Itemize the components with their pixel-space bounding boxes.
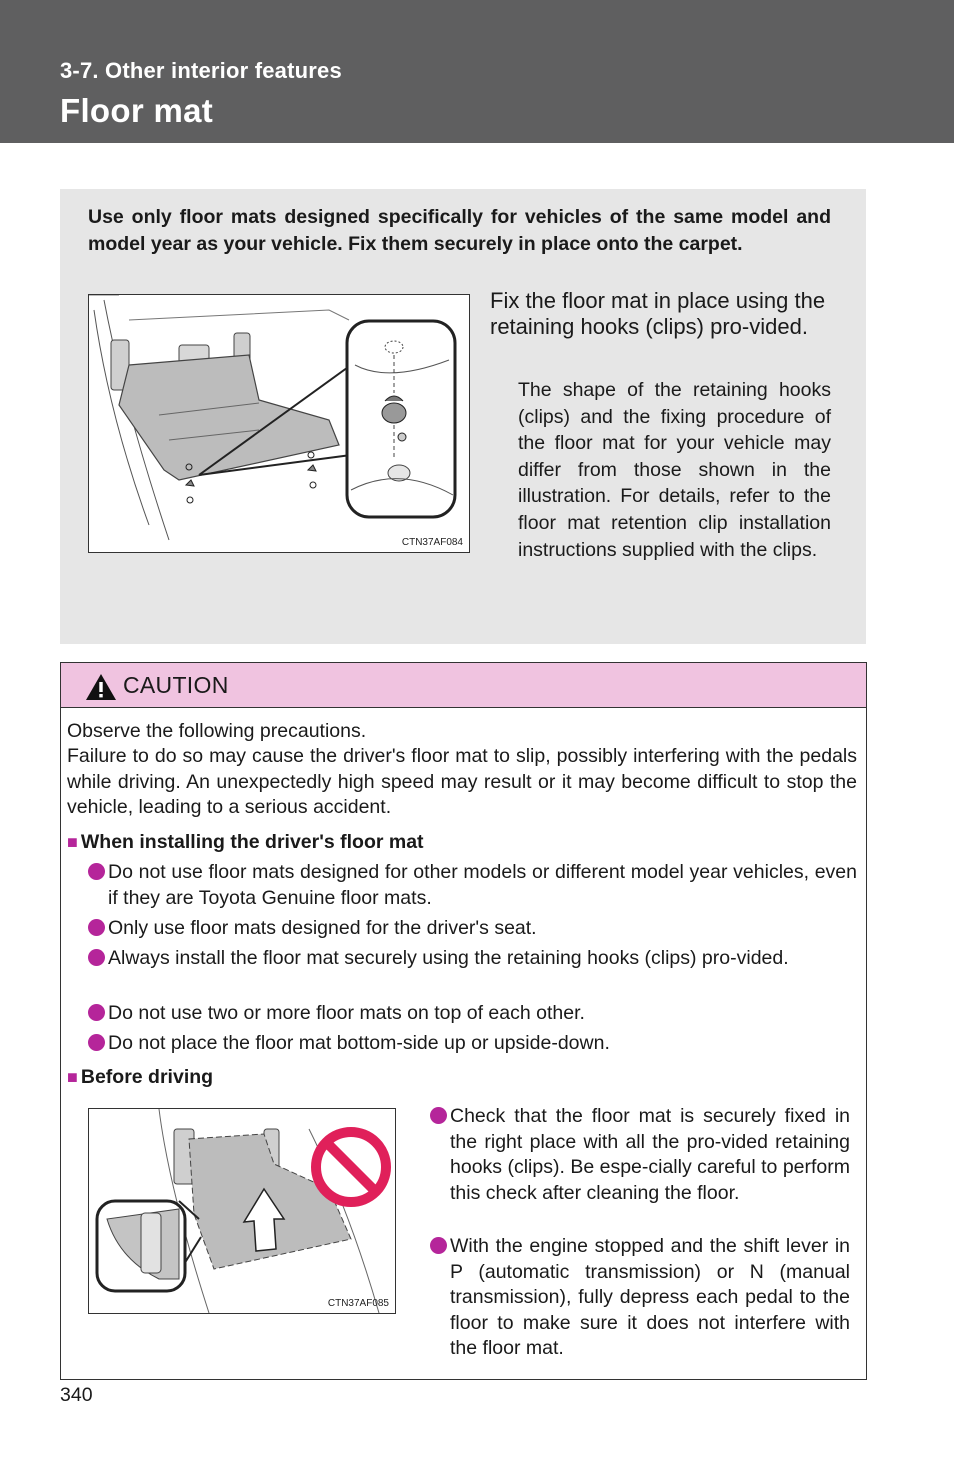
list-item-text: Do not use two or more floor mats on top of each other. bbox=[108, 1002, 585, 1024]
bullet-icon bbox=[88, 863, 105, 880]
fix-instruction: Fix the floor mat in place using the retaining hooks (clips) pro-vided. bbox=[490, 288, 826, 339]
section-heading-before-driving bbox=[67, 1066, 213, 1089]
list-item-text: Only use floor mats designed for the driver's seat. bbox=[108, 917, 537, 939]
floor-mat-hook-illustration bbox=[88, 294, 470, 553]
list-item bbox=[88, 946, 857, 972]
list-item bbox=[88, 860, 857, 911]
caution-box bbox=[60, 662, 867, 1380]
section-heading-installing bbox=[67, 831, 424, 854]
section-heading-text: When installing the driver's floor mat bbox=[80, 831, 424, 853]
caution-header bbox=[61, 663, 866, 708]
intro-warning-text: Use only floor mats designed specifically for vehicles of the same model and model year as your vehicle. Fix them securely in place onto the carpet. bbox=[88, 206, 831, 255]
bullet-icon bbox=[88, 1034, 105, 1051]
figure-code: CTN37AF084 bbox=[401, 537, 463, 548]
floor-mat-illustration-svg bbox=[89, 295, 469, 552]
warning-triangle-icon bbox=[85, 673, 117, 701]
bullet-icon bbox=[430, 1107, 447, 1124]
list-item bbox=[88, 916, 857, 942]
caution-intro-line1: Observe the following precautions. bbox=[67, 720, 367, 742]
list-item-text: Always install the floor mat securely using the retaining hooks (clips) pro-vided. bbox=[108, 947, 789, 969]
floor-mat-prohibited-illustration bbox=[88, 1108, 396, 1314]
bullet-icon bbox=[430, 1237, 447, 1254]
bullet-icon bbox=[88, 949, 105, 966]
list-item-text: Check that the floor mat is securely fixed in the right place with all the pro-vided retaining hooks (clips). Be espe-cially careful to perform this check after cleaning the floor. bbox=[450, 1105, 850, 1204]
list-item bbox=[430, 1104, 850, 1206]
page-header bbox=[0, 0, 954, 143]
info-box bbox=[60, 189, 866, 644]
square-marker-icon: ■ bbox=[67, 832, 78, 852]
bullet-icon bbox=[88, 1004, 105, 1021]
page-title: Floor mat bbox=[60, 92, 214, 129]
list-item-text: Do not use floor mats designed for other models or different model year vehicles, even if they are Toyota Genuine floor mats. bbox=[108, 861, 857, 909]
figure-code: CTN37AF085 bbox=[327, 1298, 389, 1309]
list-item-text: Do not place the floor mat bottom-side up or upside-down. bbox=[108, 1032, 610, 1054]
bullet-icon bbox=[88, 919, 105, 936]
floor-mat-check-illustration-svg bbox=[89, 1109, 395, 1313]
caution-title: CAUTION bbox=[123, 672, 229, 698]
page-number: 340 bbox=[60, 1384, 93, 1406]
list-item bbox=[88, 1001, 857, 1027]
square-marker-icon: ■ bbox=[67, 1067, 78, 1087]
caution-intro-line2: Failure to do so may cause the driver's floor mat to slip, possibly interfering with the pedals while driving. An unexpectedly high speed may result or it may become difficult to stop the vehicle, leading to a serious accident. bbox=[67, 745, 857, 818]
list-item-text: With the engine stopped and the shift lever in P (automatic transmission) or N (manual transmission), fully depress each pedal to the floor to make sure it does not interfere with the floor mat. bbox=[450, 1235, 850, 1359]
list-item bbox=[88, 1031, 857, 1057]
section-heading-text: Before driving bbox=[80, 1066, 214, 1088]
list-item bbox=[430, 1234, 850, 1362]
clip-shape-note: The shape of the retaining hooks (clips) and the fixing procedure of the floor mat for your vehicle may differ from those shown in the illustration. For details, refer to the floor mat retention clip installation instructions supplied with the clips. bbox=[518, 379, 831, 561]
section-label: 3-7. Other interior features bbox=[60, 58, 342, 83]
